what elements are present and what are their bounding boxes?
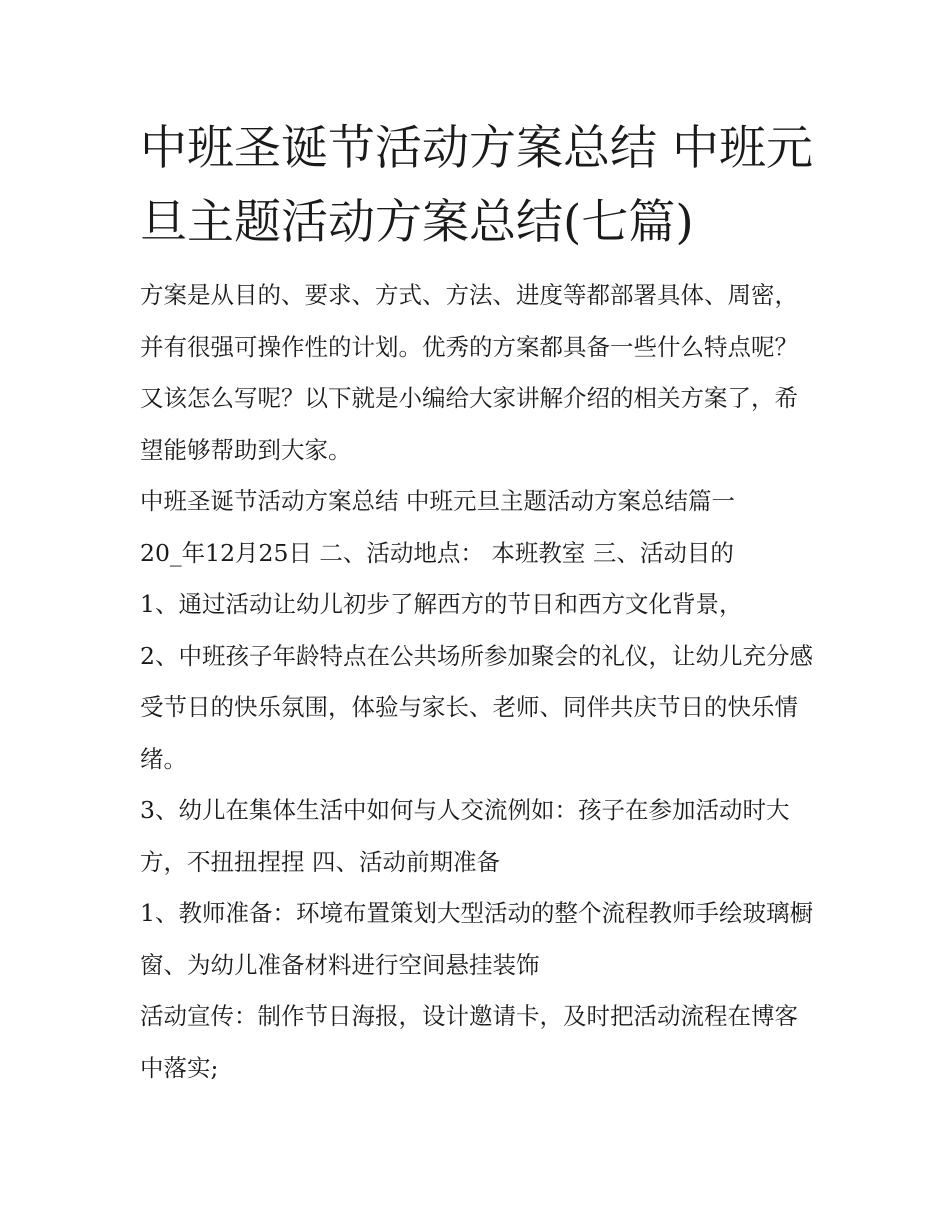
paragraph-goal-3: 3、幼儿在集体生活中如何与人交流例如：孩子在参加活动时大方，不扭扭捏捏 四、活动前期准备 [140, 796, 790, 876]
paragraph-goal-1: 1、通过活动让幼儿初步了解西方的节日和西方文化背景， [140, 590, 743, 618]
paragraph-date-location: 20_年12月25日 二、活动地点： 本班教室 三、活动目的 [140, 538, 734, 567]
paragraph-intro: 方案是从目的、要求、方式、方法、进度等都部署具体、周密，并有很强可操作性的计划。优秀的方案都具备一些什么特点呢？又该怎么写呢？以下就是小编给大家讲解介绍的相关方案了，希望能够帮助到大家。 [140, 281, 798, 464]
paragraph-prep-teacher: 1、教师准备：环境布置策划大型活动的整个流程教师手绘玻璃橱窗、为幼儿准备材料进行空间悬挂装饰 [140, 899, 813, 979]
paragraph-prep-promotion: 活动宣传：制作节日海报，设计邀请卡，及时把活动流程在博客中落实; [140, 1002, 798, 1082]
document-page [140, 112, 820, 1094]
paragraph-section-heading: 中班圣诞节活动方案总结 中班元旦主题活动方案总结篇一 [140, 487, 735, 515]
document-title: 中班圣诞节活动方案总结 中班元旦主题活动方案总结(七篇) [140, 121, 813, 250]
paragraph-goal-2: 2、中班孩子年龄特点在公共场所参加聚会的礼仪，让幼儿充分感受节日的快乐氛围，体验与家长、老师、同伴共庆节日的快乐情绪。 [140, 641, 813, 773]
